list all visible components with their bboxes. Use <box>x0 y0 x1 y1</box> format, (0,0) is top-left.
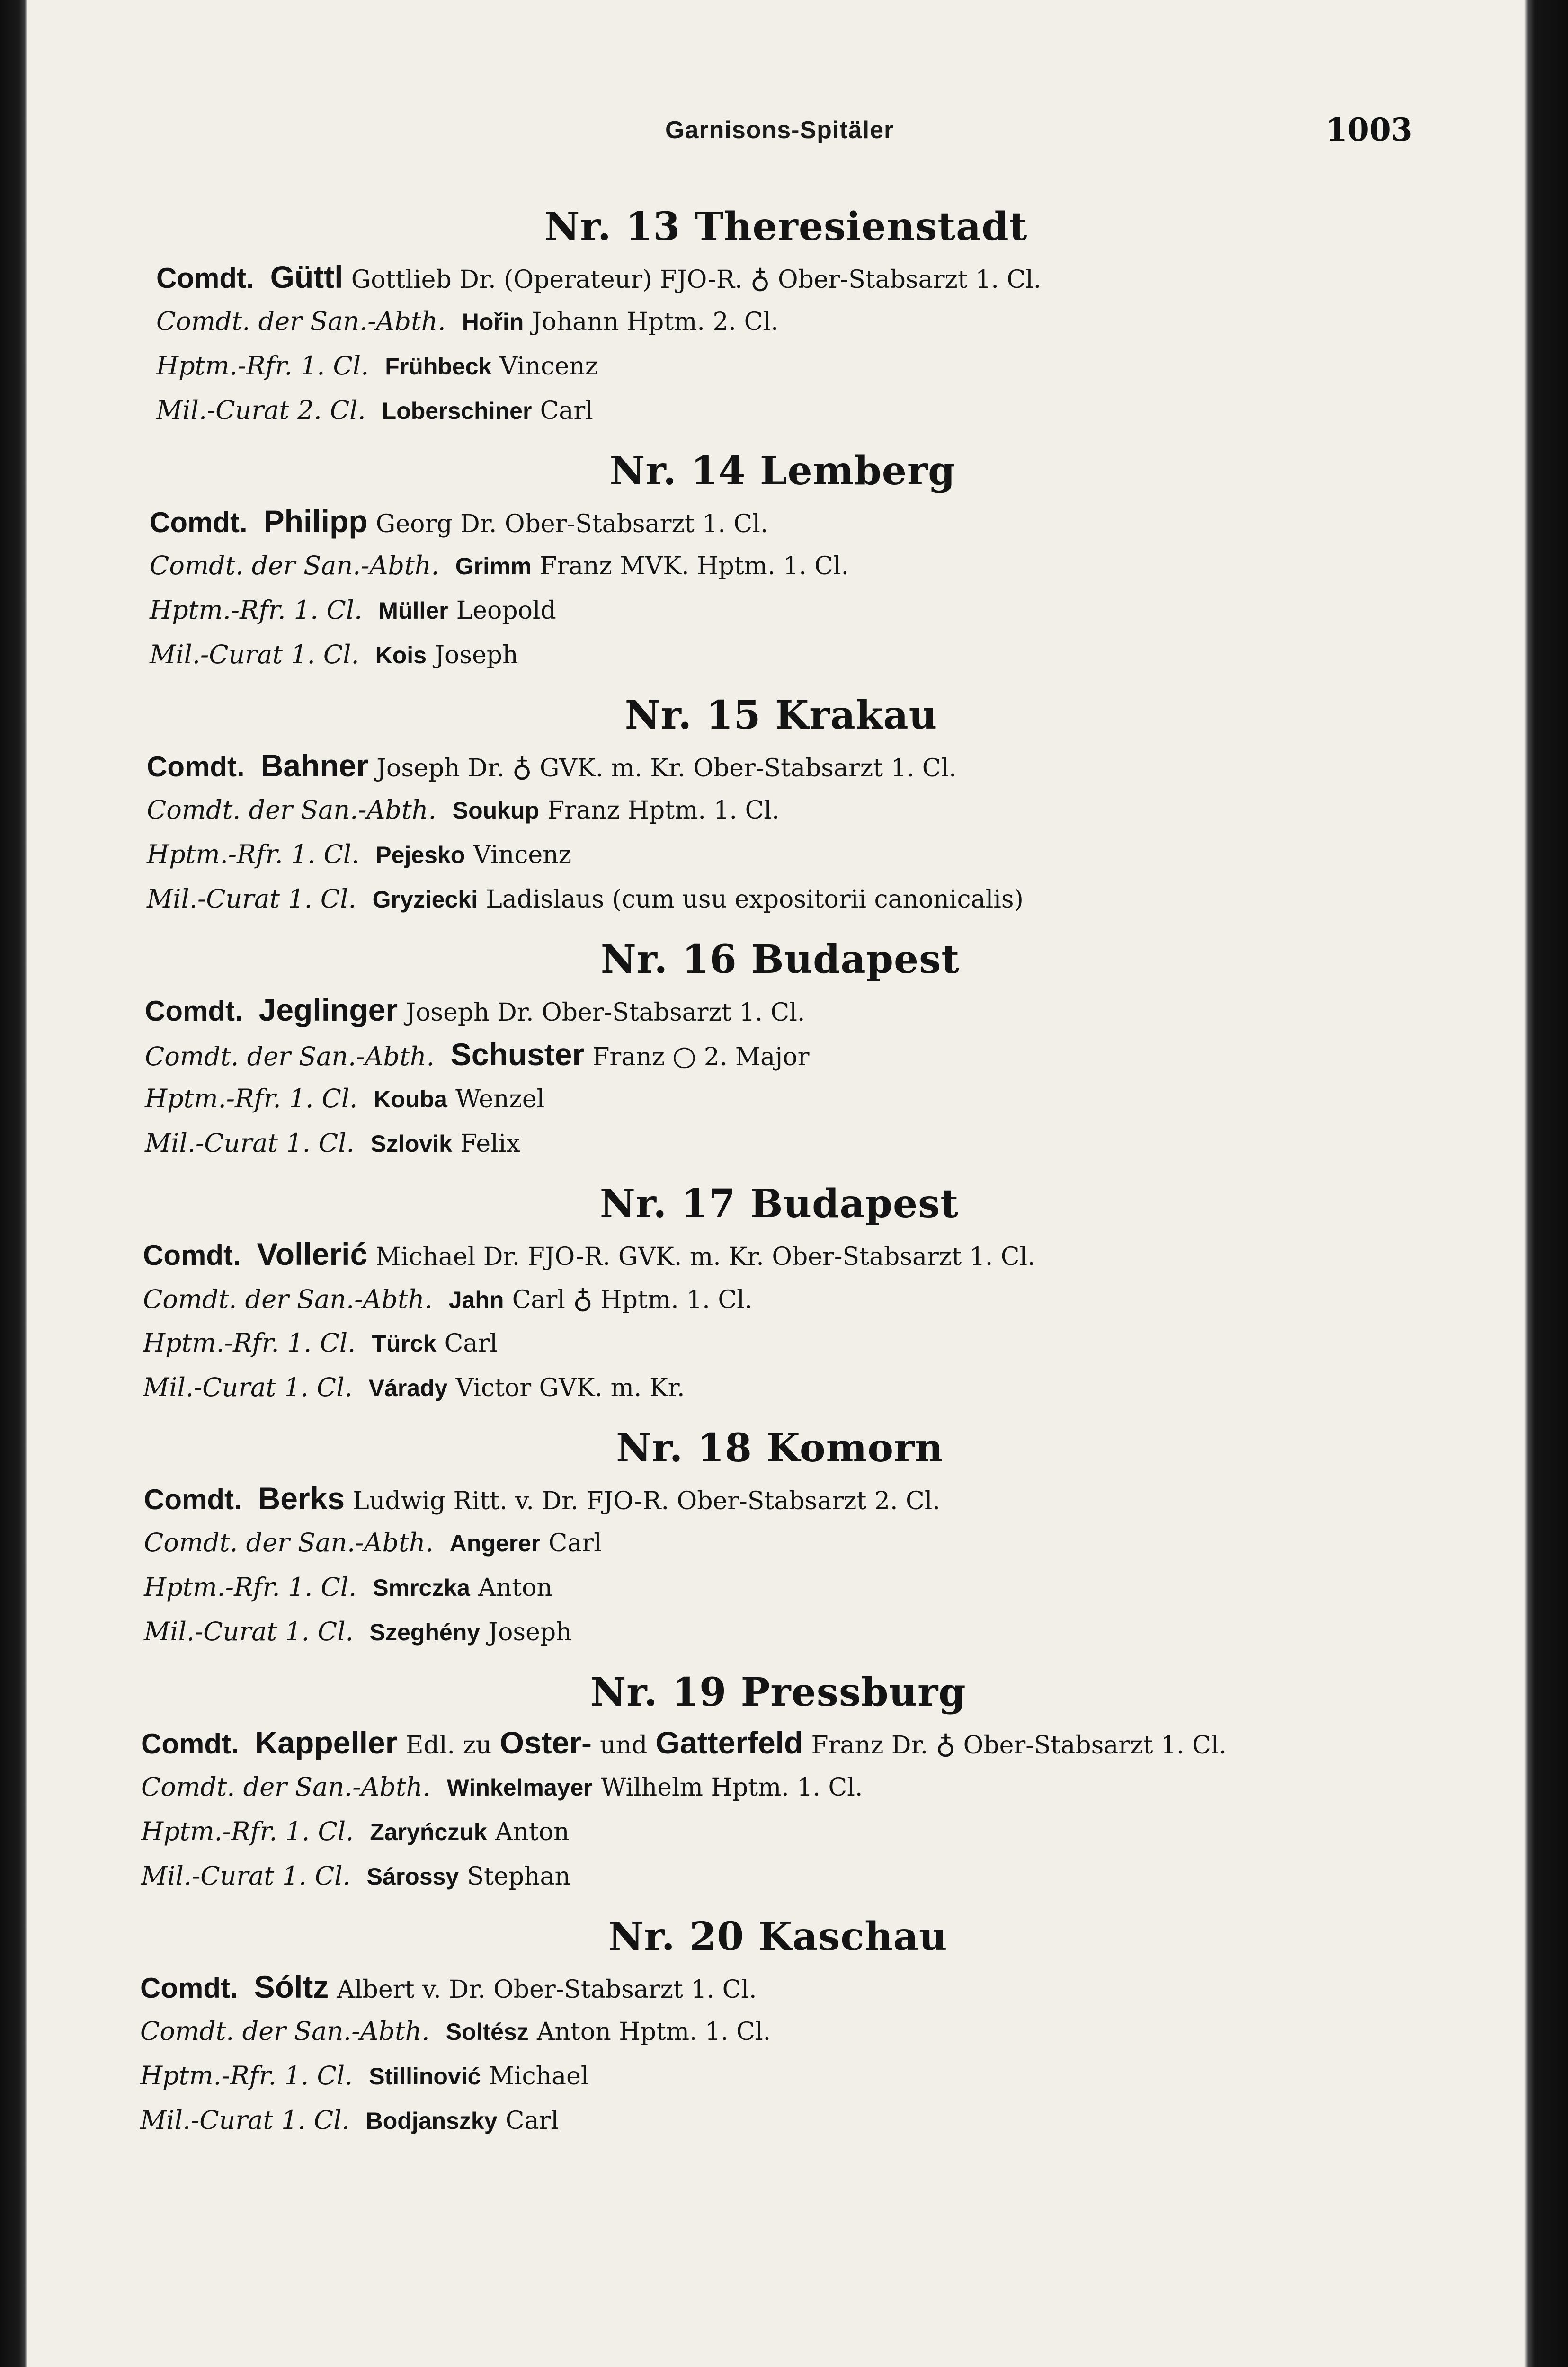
staff-details: Michael <box>489 2062 589 2091</box>
staff-entry <box>144 1521 1340 1565</box>
staff-rank: GVK. m. Kr. Ober-Stabsarzt 1. Cl. <box>539 754 957 783</box>
section-heading: Nr. 13 Theresienstadt <box>544 204 1028 249</box>
staff-entry <box>144 1610 1340 1654</box>
staff-details: Carl <box>512 1286 565 1314</box>
staff-surname: Soukup <box>452 797 540 824</box>
section-heading: Nr. 16 Budapest <box>600 937 960 982</box>
staff-details: Carl <box>444 1329 498 1358</box>
staff-details: Vincenz <box>499 352 598 381</box>
staff-rank: Hptm. 1. Cl. <box>600 1286 753 1314</box>
staff-role: Comdt. <box>143 1239 241 1271</box>
staff-role: Comdt. der San.-Abth. <box>144 1528 434 1557</box>
staff-details: und <box>600 1731 648 1760</box>
staff-details: Wenzel <box>455 1085 545 1113</box>
staff-entry <box>156 299 1340 344</box>
staff-surname: Türck <box>372 1330 437 1357</box>
staff-surname: Bahner <box>260 748 369 783</box>
staff-details: Victor GVK. m. Kr. <box>455 1374 685 1402</box>
staff-details: Carl <box>548 1529 602 1557</box>
staff-details: Anton Hptm. 1. Cl. <box>536 2018 771 2046</box>
staff-entry <box>156 388 1340 433</box>
staff-role: Hptm.-Rfr. 1. Cl. <box>143 1328 356 1358</box>
staff-entry <box>150 499 1340 543</box>
staff-entry <box>144 1476 1340 1521</box>
staff-role: Comdt. der San.-Abth. <box>150 551 439 580</box>
staff-details: Anton <box>478 1574 552 1602</box>
staff-role: Hptm.-Rfr. 1. Cl. <box>140 2061 353 2091</box>
staff-role: Comdt. <box>156 262 254 294</box>
staff-surname: Angerer <box>449 1530 541 1557</box>
staff-details: Franz <box>592 1043 665 1071</box>
running-title: Garnisons-Spitäler <box>665 116 894 144</box>
staff-surname: Smrczka <box>373 1575 470 1601</box>
decoration-symbol-icon: ○ <box>672 1040 696 1072</box>
staff-details: Edl. zu <box>405 1731 492 1760</box>
garrison-hospital-section <box>150 443 1340 677</box>
staff-details: Michael Dr. FJO-R. GVK. m. Kr. Ober-Stabsarzt 1. Cl. <box>375 1243 1035 1271</box>
staff-surname: Pejesko <box>375 842 465 868</box>
staff-surname: Zaryńczuk <box>370 1819 487 1845</box>
staff-entry <box>150 588 1340 632</box>
staff-details: Wilhelm Hptm. 1. Cl. <box>600 1773 863 1802</box>
garrison-hospital-section <box>144 1420 1340 1654</box>
staff-role: Hptm.-Rfr. 1. Cl. <box>150 595 363 625</box>
staff-entry <box>145 1032 1340 1077</box>
staff-surname: Frühbeck <box>385 353 492 380</box>
staff-details: Albert v. Dr. Ober-Stabsarzt 1. Cl. <box>337 1975 757 2004</box>
staff-details: Ludwig Ritt. v. Dr. FJO-R. Ober-Stabsarzt 2. Cl. <box>353 1487 940 1515</box>
staff-details: Johann Hptm. 2. Cl. <box>532 308 779 336</box>
staff-role: Comdt. der San.-Abth. <box>156 306 446 336</box>
staff-entry <box>140 2054 1340 2098</box>
staff-surname: Kois <box>375 642 427 668</box>
staff-surname: Schuster <box>450 1037 585 1072</box>
staff-entry <box>145 1077 1340 1121</box>
staff-surname: Vollerić <box>257 1237 368 1272</box>
staff-role: Hptm.-Rfr. 1. Cl. <box>141 1816 354 1846</box>
page-number: 1003 <box>1326 111 1413 148</box>
scan-edge-left <box>0 0 27 2367</box>
staff-details: Franz Hptm. 1. Cl. <box>547 796 780 825</box>
staff-entry <box>141 1765 1340 1809</box>
staff-role: Mil.-Curat 1. Cl. <box>150 640 359 669</box>
staff-role: Comdt. der San.-Abth. <box>143 1284 433 1314</box>
staff-surname: Sárossy <box>366 1863 459 1890</box>
staff-details: Franz MVK. Hptm. 1. Cl. <box>540 552 849 580</box>
staff-entry <box>140 2009 1340 2054</box>
staff-role: Comdt. der San.-Abth. <box>140 2016 430 2046</box>
staff-details: Leopold <box>456 596 556 625</box>
staff-surname: Bodjanszky <box>365 2108 498 2134</box>
staff-details: Joseph <box>435 641 518 669</box>
garrison-hospital-section <box>143 1176 1340 1410</box>
staff-details: Vincenz <box>473 841 572 869</box>
page-header <box>0 111 1568 154</box>
staff-entry <box>147 743 1340 788</box>
staff-role: Comdt. der San.-Abth. <box>145 1041 435 1071</box>
staff-details: Anton <box>495 1818 570 1846</box>
staff-role: Hptm.-Rfr. 1. Cl. <box>147 839 360 869</box>
staff-role: Comdt. <box>147 751 245 783</box>
staff-role: Mil.-Curat 1. Cl. <box>141 1861 351 1891</box>
staff-surname: Stillinović <box>369 2063 481 2090</box>
staff-role: Mil.-Curat 1. Cl. <box>143 1372 353 1402</box>
staff-rank: 2. Major <box>704 1043 810 1071</box>
staff-role: Comdt. <box>141 1728 239 1760</box>
garrison-hospital-section <box>141 1664 1340 1898</box>
garrison-hospital-section <box>147 687 1340 921</box>
section-heading: Nr. 20 Kaschau <box>608 1914 948 1959</box>
section-heading: Nr. 15 Krakau <box>624 693 938 738</box>
staff-details: Carl <box>540 397 593 425</box>
staff-surname: Winkelmayer <box>446 1774 593 1801</box>
staff-rank: Ober-Stabsarzt 1. Cl. <box>963 1731 1227 1760</box>
staff-role: Hptm.-Rfr. 1. Cl. <box>156 351 369 381</box>
staff-details: Joseph Dr. <box>376 754 505 783</box>
staff-surname: Kappeller <box>255 1725 398 1760</box>
staff-entry <box>147 788 1340 832</box>
staff-entry <box>141 1720 1340 1765</box>
staff-details: Franz Dr. <box>811 1731 928 1760</box>
staff-entry <box>147 832 1340 877</box>
staff-surname: Güttl <box>270 259 343 294</box>
section-heading: Nr. 17 Budapest <box>599 1181 959 1227</box>
staff-details: Georg Dr. Ober-Stabsarzt 1. Cl. <box>375 510 768 538</box>
staff-entry <box>143 1232 1340 1276</box>
staff-entry <box>143 1365 1340 1410</box>
staff-role: Mil.-Curat 1. Cl. <box>147 884 356 914</box>
staff-surname: Szeghény <box>369 1619 481 1646</box>
section-heading: Nr. 18 Komorn <box>616 1425 944 1471</box>
staff-surname: Jahn <box>448 1287 504 1313</box>
staff-details: Joseph <box>488 1618 572 1646</box>
garrison-hospital-section <box>156 199 1340 433</box>
staff-entry <box>141 1854 1340 1898</box>
staff-surname: Szlovik <box>370 1130 452 1157</box>
staff-entry <box>140 2098 1340 2143</box>
staff-surname: Hořin <box>462 309 524 335</box>
staff-entry <box>150 632 1340 677</box>
staff-entry <box>144 1565 1340 1610</box>
scan-edge-right <box>1524 0 1568 2367</box>
staff-surname: Jeglinger <box>258 992 398 1027</box>
staff-entry <box>141 1809 1340 1854</box>
staff-role: Comdt. der San.-Abth. <box>147 795 437 825</box>
staff-role: Hptm.-Rfr. 1. Cl. <box>144 1572 357 1602</box>
decoration-symbol-icon: ♁ <box>512 751 532 783</box>
staff-surname: Várady <box>368 1375 448 1401</box>
staff-surname: Kouba <box>374 1086 447 1112</box>
staff-surname: Gryziecki <box>372 886 478 913</box>
staff-entry <box>143 1276 1340 1321</box>
staff-entry <box>140 1965 1340 2009</box>
staff-surname: Grimm <box>455 553 532 579</box>
staff-role: Mil.-Curat 1. Cl. <box>145 1128 355 1158</box>
staff-entry <box>145 988 1340 1032</box>
staff-details: Gottlieb Dr. (Operateur) FJO-R. <box>351 266 743 294</box>
staff-role: Comdt. <box>150 507 248 538</box>
staff-surname: Gatterfeld <box>655 1725 803 1760</box>
decoration-symbol-icon: ♁ <box>750 262 770 294</box>
staff-details: Carl <box>505 2107 559 2135</box>
staff-role: Comdt. <box>145 995 243 1027</box>
staff-details: Felix <box>460 1130 520 1158</box>
staff-surname: Oster- <box>499 1725 592 1760</box>
staff-role: Comdt. der San.-Abth. <box>141 1772 431 1802</box>
staff-entry <box>145 1121 1340 1166</box>
garrison-hospital-section <box>140 1909 1340 2143</box>
staff-entry <box>156 255 1340 299</box>
staff-role: Comdt. <box>144 1484 242 1515</box>
decoration-symbol-icon: ♁ <box>935 1728 956 1760</box>
staff-details: Stephan <box>467 1862 570 1891</box>
staff-rank: Ober-Stabsarzt 1. Cl. <box>777 266 1042 294</box>
decoration-symbol-icon: ♁ <box>572 1282 593 1315</box>
staff-entry <box>150 543 1340 588</box>
staff-details: Ladislaus (cum usu expositorii canonicalis) <box>486 885 1024 914</box>
staff-surname: Soltész <box>445 2019 529 2045</box>
staff-surname: Philipp <box>263 504 368 539</box>
section-heading: Nr. 19 Pressburg <box>590 1670 966 1715</box>
staff-role: Mil.-Curat 1. Cl. <box>144 1617 354 1646</box>
staff-entry <box>143 1321 1340 1365</box>
staff-entry <box>156 344 1340 388</box>
staff-surname: Loberschiner <box>382 398 532 424</box>
staff-surname: Berks <box>258 1481 345 1516</box>
staff-details: Joseph Dr. Ober-Stabsarzt 1. Cl. <box>406 998 805 1027</box>
staff-entry <box>147 877 1340 921</box>
staff-role: Comdt. <box>140 1972 238 2004</box>
staff-surname: Sóltz <box>254 1969 329 2004</box>
staff-surname: Müller <box>378 597 448 624</box>
garrison-hospital-section <box>145 932 1340 1166</box>
staff-role: Mil.-Curat 1. Cl. <box>140 2105 350 2135</box>
page-body <box>140 199 1340 2153</box>
staff-role: Hptm.-Rfr. 1. Cl. <box>145 1084 358 1113</box>
section-heading: Nr. 14 Lemberg <box>609 448 956 494</box>
staff-role: Mil.-Curat 2. Cl. <box>156 395 366 425</box>
